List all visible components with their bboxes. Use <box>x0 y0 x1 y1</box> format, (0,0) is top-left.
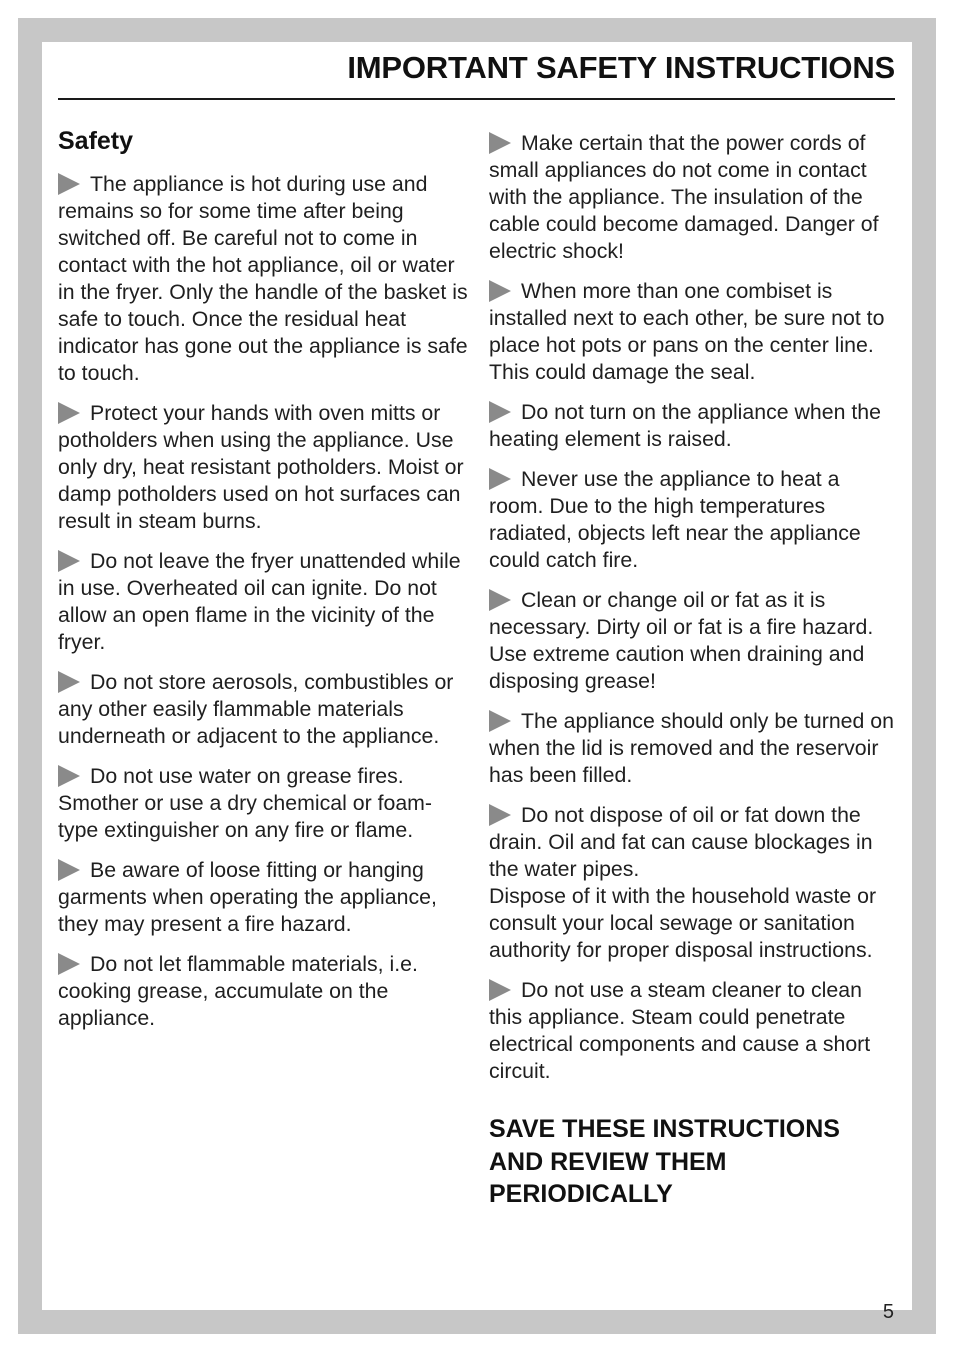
safety-item-text: Do not store aerosols, combustibles or any other easily flammable materials underneath or adjacent to the appliance. <box>58 670 454 748</box>
triangle-bullet-icon <box>489 979 511 1001</box>
triangle-bullet-icon <box>489 401 511 423</box>
page-number: 5 <box>882 1301 894 1323</box>
safety-item <box>58 763 468 844</box>
safety-item-text: Do not use water on grease fires. Smother or use a dry chemical or foam-type extinguisher on any fire or flame. <box>58 764 433 842</box>
safety-item-text: When more than one combiset is installed next to each other, be sure not to place hot pots or pans on the center line. This could damage the seal. <box>489 279 885 384</box>
closing-heading <box>489 1113 899 1211</box>
closing-heading-line: AND REVIEW THEM <box>489 1147 727 1176</box>
triangle-bullet-icon <box>58 671 80 693</box>
safety-item <box>489 977 899 1085</box>
left-column <box>58 125 468 1045</box>
safety-item <box>489 802 899 964</box>
safety-item-text: Do not let flammable materials, i.e. cooking grease, accumulate on the appliance. <box>58 952 418 1030</box>
safety-item <box>489 278 899 386</box>
safety-item-text: Never use the appliance to heat a room. Due to the high temperatures radiated, objects left near the appliance could catch fire. <box>489 467 861 572</box>
triangle-bullet-icon <box>489 710 511 732</box>
triangle-bullet-icon <box>58 859 80 881</box>
page-title: IMPORTANT SAFETY INSTRUCTIONS <box>347 50 895 85</box>
triangle-bullet-icon <box>58 402 80 424</box>
section-heading: Safety <box>58 127 134 155</box>
triangle-bullet-icon <box>489 804 511 826</box>
safety-item-text: The appliance should only be turned on when the lid is removed and the reservoir has been filled. <box>489 709 894 787</box>
closing-heading-line: SAVE THESE INSTRUCTIONS <box>489 1115 840 1143</box>
safety-item <box>58 400 468 535</box>
safety-item-extra-text: Use extreme caution when draining and disposing grease! <box>489 642 865 693</box>
right-column <box>489 130 899 1211</box>
safety-item-text: Do not leave the fryer unattended while in use. Overheated oil can ignite. Do not allow an open flame in the vicinity of the fryer. <box>58 549 461 654</box>
triangle-bullet-icon <box>58 953 80 975</box>
safety-item <box>58 669 468 750</box>
triangle-bullet-icon <box>58 550 80 572</box>
safety-item <box>489 708 899 789</box>
triangle-bullet-icon <box>58 765 80 787</box>
safety-item <box>489 587 899 695</box>
safety-item-text: Do not dispose of oil or fat down the drain. Oil and fat can cause blockages in the water pipes. <box>489 803 873 881</box>
safety-item <box>489 399 899 453</box>
safety-item <box>58 951 468 1032</box>
triangle-bullet-icon <box>489 468 511 490</box>
title-divider <box>58 98 895 100</box>
safety-item <box>489 130 899 265</box>
safety-item-text: Be aware of loose fitting or hanging garments when operating the appliance, they may present a fire hazard. <box>58 858 437 936</box>
triangle-bullet-icon <box>489 280 511 302</box>
safety-item-extra-text: Dispose of it with the household waste or consult your local sewage or sanitation authority for proper disposal instructions. <box>489 884 877 962</box>
closing-heading-line: PERIODICALLY <box>489 1180 673 1208</box>
triangle-bullet-icon <box>58 173 80 195</box>
safety-item-text: Do not turn on the appliance when the heating element is raised. <box>489 400 881 451</box>
safety-item-text: Make certain that the power cords of small appliances do not come in contact with the appliance. The insulation of the cable could become damaged. Danger of electric shock! <box>489 131 879 263</box>
safety-item-text: The appliance is hot during use and remains so for some time after being switched off. Be careful not to come in contact with the hot appliance, oil or water in the fryer. Only the handle of the basket is safe to touch. Once the residual heat indicator has gone out the appliance is safe to touch. <box>58 172 468 385</box>
triangle-bullet-icon <box>489 132 511 154</box>
safety-item-text: Protect your hands with oven mitts or potholders when using the appliance. Use only dry, heat resistant potholders. Moist or damp potholders used on hot surfaces can result in steam burns. <box>58 401 464 533</box>
safety-item <box>58 171 468 387</box>
triangle-bullet-icon <box>489 589 511 611</box>
safety-item <box>58 857 468 938</box>
safety-item <box>489 466 899 574</box>
safety-item <box>58 548 468 656</box>
safety-item-text: Clean or change oil or fat as it is necessary. Dirty oil or fat is a fire hazard. <box>489 588 874 639</box>
safety-item-text: Do not use a steam cleaner to clean this appliance. Steam could penetrate electrical components and cause a short circuit. <box>489 978 871 1083</box>
